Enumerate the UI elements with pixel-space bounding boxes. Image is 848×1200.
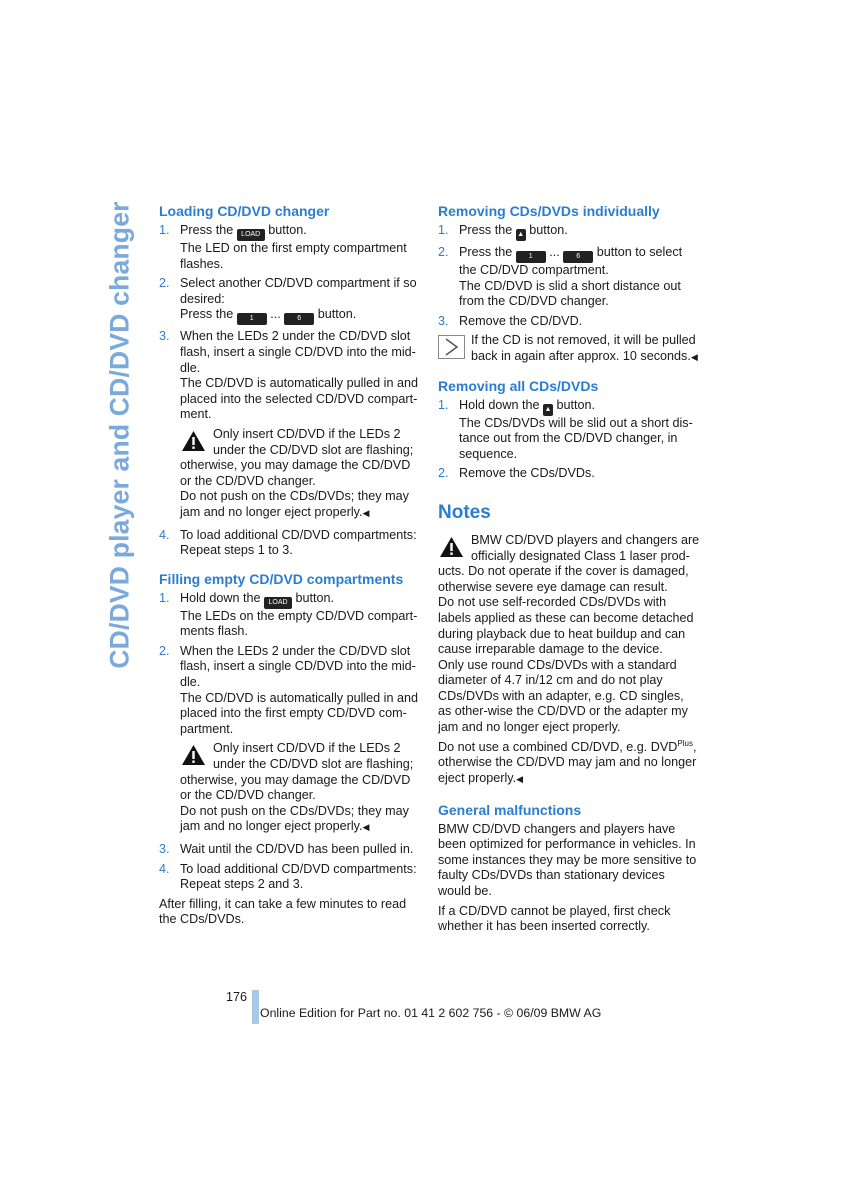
eject-icon: ▲ — [543, 404, 553, 416]
malfunctions-section — [438, 802, 700, 935]
list-item: 4. To load additional CD/DVD compartments: Repeat steps 1 to 3. — [159, 527, 417, 558]
load-button-icon: LOAD — [237, 229, 265, 241]
warning-icon — [180, 429, 207, 453]
button-6-icon: 6 — [284, 313, 314, 325]
warning-icon — [438, 535, 465, 559]
button-1-icon: 1 — [516, 251, 546, 263]
list-item: 3. Wait until the CD/DVD has been pulled in. — [159, 842, 414, 856]
malfunctions-text-1: BMW CD/DVD changers and players have been optimized for performance in vehicles. In some instances they may be more sensitive to faulty CDs/DVDs than stationary devices would be. — [438, 821, 697, 898]
button-6-icon: 6 — [563, 251, 593, 263]
list-item: 2. Remove the CDs/DVDs. — [438, 466, 595, 481]
warning-box: BMW CD/DVD players and changers are officially designated Class 1 laser prod-ucts. Do not operate if the cover is damaged, otherwise severe eye damage can result. Do not use self-recorded CDs/DVDs with labels applied as these can become detached during playback due to heat buildup and can cause irreparable damage to the device. Only use round CDs/DVDs with a standard diameter of 4.7 in/12 cm and do not play CDs/DVDs with an adapter, e.g. CD singles, as other-wise the CD/DVD or the adapter my jam and no longer eject properly. Do not use a combined CD/DVD, e.g. $DVD^{Plus}$, otherwise the CD/DVD may jam and no longer eject properly.◀ — [438, 532, 700, 786]
notes-heading: Notes — [438, 501, 491, 523]
right-column — [438, 203, 700, 947]
loading-steps — [159, 223, 421, 423]
chapter-sidebar — [100, 200, 140, 670]
footer-bar — [252, 990, 259, 1024]
removing-all-heading: Removing all CDs/DVDs — [438, 377, 599, 394]
list-item: 1. Press the ▲ button. — [438, 223, 700, 241]
loading-section — [159, 203, 421, 559]
list-item: 3. When the LEDs 2 under the CD/DVD slot flash, insert a single CD/DVD into the mid-dle. The CD/DVD is automatically pulled in and placed into the selected CD/DVD compart-ment. — [159, 329, 418, 422]
after-filling-text: After filling, it can take a few minutes to read the CDs/DVDs. — [159, 896, 407, 927]
footer-text: Online Edition for Part no. 01 41 2 602 756 - © 06/09 BMW AG — [260, 1006, 602, 1020]
left-column — [159, 203, 421, 940]
note-arrow-icon — [438, 335, 465, 359]
removing-individual-steps — [438, 223, 700, 329]
malfunctions-text-2: If a CD/DVD cannot be played, first check whether it has been inserted correctly. — [438, 903, 671, 934]
removing-all-steps — [438, 398, 700, 482]
list-item: 4. To load additional CD/DVD compartments: Repeat steps 2 and 3. — [159, 861, 417, 892]
list-item: 1. Hold down the LOAD button. The LEDs on the empty CD/DVD compart-ments flash. — [159, 590, 418, 639]
filling-steps-cont — [159, 842, 421, 893]
list-item: 2. Select another CD/DVD compartment if so desired: Press the 1 ... 6 button. — [159, 276, 421, 325]
page-number: 176 — [226, 990, 248, 1004]
list-item: 2. When the LEDs 2 under the CD/DVD slot flash, insert a single CD/DVD into the mid-dle. The CD/DVD is automatically pulled in and placed into the first empty CD/DVD com-partment. — [159, 643, 418, 736]
removing-all-section — [438, 378, 700, 482]
note-box: If the CD is not removed, it will be pulled back in again after approx. 10 seconds.◀ — [438, 333, 700, 365]
warning-icon — [180, 743, 207, 767]
filling-section — [159, 571, 421, 928]
chapter-title: CD/DVD player and CD/DVD changer — [104, 201, 135, 669]
list-item: 1. Press the LOAD button. The LED on the first empty compartment flashes. — [159, 223, 407, 271]
loading-steps-cont — [159, 528, 421, 559]
list-item: 1. Hold down the ▲ button. The CDs/DVDs will be slid out a short dis-tance out from the CD/DVD changer, in sequence. — [438, 397, 693, 461]
eject-icon: ▲ — [516, 229, 526, 241]
warning-box: Only insert CD/DVD if the LEDs 2 under the CD/DVD slot are flashing; otherwise, you may damage the CD/DVD or the CD/DVD changer. Do not push on the CDs/DVDs; they may jam and no longer eject properly.◀ — [180, 426, 414, 519]
button-1-icon: 1 — [237, 313, 267, 325]
removing-individual-heading: Removing CDs/DVDs individually — [438, 203, 660, 219]
warning-box: Only insert CD/DVD if the LEDs 2 under the CD/DVD slot are flashing; otherwise, you may damage the CD/DVD or the CD/DVD changer. Do not push on the CDs/DVDs; they may jam and no longer eject properly.◀ — [180, 741, 414, 834]
load-button-icon: LOAD — [264, 597, 292, 609]
filling-steps — [159, 591, 421, 738]
removing-individual-section — [438, 203, 700, 366]
loading-heading: Loading CD/DVD changer — [159, 203, 330, 219]
filling-heading: Filling empty CD/DVD compartments — [159, 570, 404, 587]
notes-section — [438, 502, 700, 788]
list-item: 2. Press the 1 ... 6 button to select the CD/DVD compartment. The CD/DVD is slid a short distance out from the CD/DVD changer. — [438, 245, 683, 309]
list-item: 3. Remove the CD/DVD. — [438, 313, 583, 328]
malfunctions-heading: General malfunctions — [438, 801, 582, 818]
